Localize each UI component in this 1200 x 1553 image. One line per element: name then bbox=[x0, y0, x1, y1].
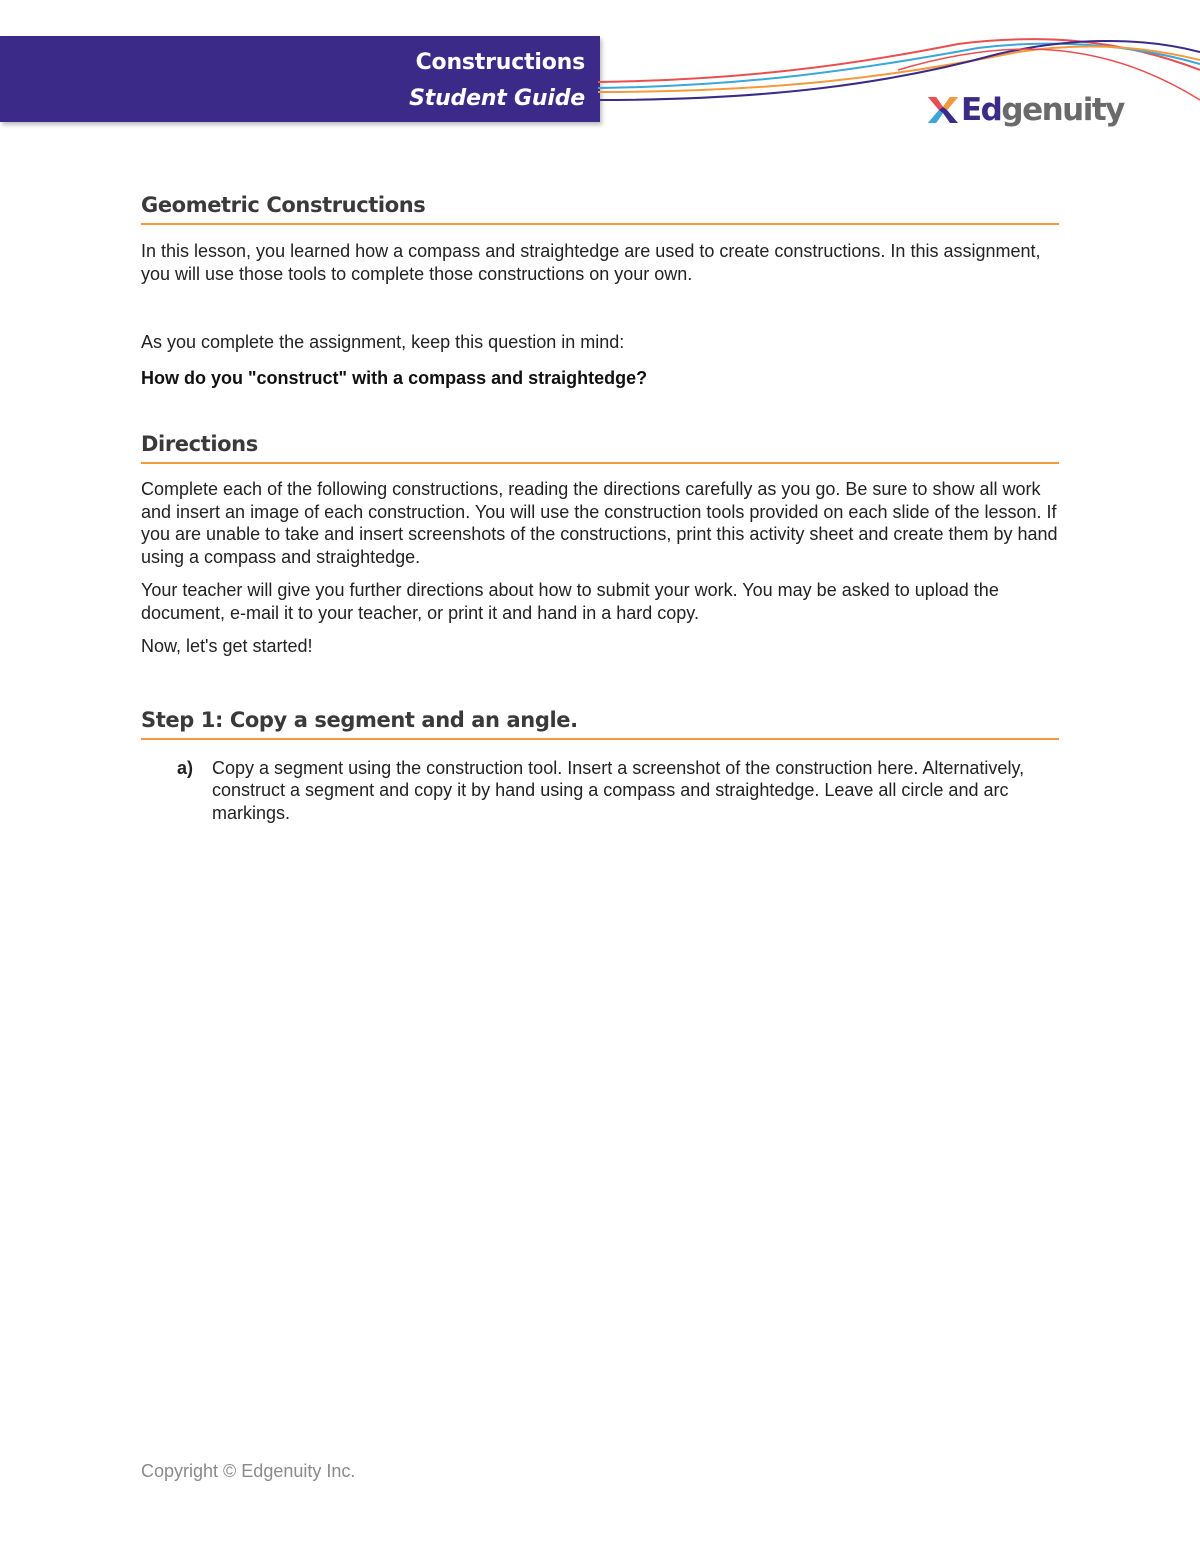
heading-step-1: Step 1: Copy a segment and an angle. bbox=[141, 705, 1059, 740]
directions-paragraph-2: Your teacher will give you further directions about how to submit your work. You may be asked to upload the document, e-mail it to your teacher, or print it and hand in a hard copy. bbox=[141, 580, 999, 623]
edgenuity-x-icon bbox=[926, 93, 960, 127]
item-a-text: Copy a segment using the construction tool. Insert a screenshot of the construction here. Alternatively, construct a segment and copy it by hand using a compass and straightedge. Leave all circle and arc markings. bbox=[212, 757, 1025, 823]
banner-subtitle: Student Guide bbox=[409, 86, 585, 111]
document-body bbox=[141, 190, 1059, 824]
list-item bbox=[141, 757, 1059, 825]
edgenuity-logo bbox=[926, 90, 1124, 130]
intro-paragraph: In this lesson, you learned how a compass and straightedge are used to create constructions. In this assignment, you will use those tools to complete those constructions on your own. bbox=[141, 241, 1041, 284]
banner-title: Constructions bbox=[415, 50, 585, 75]
heading-directions: Directions bbox=[141, 429, 1059, 464]
item-label: a) bbox=[177, 757, 194, 778]
header-banner bbox=[0, 36, 600, 122]
directions-paragraph-1: Complete each of the following constructions, reading the directions carefully as you go. Be sure to show all work and insert an image of each construction. You will use the construction tools provided on each slide of the lesson. If you are unable to take and insert screenshots of the constructions, print this activity sheet and create them by hand using a compass and straightedge. bbox=[141, 479, 1058, 567]
heading-geometric-constructions: Geometric Constructions bbox=[141, 190, 1059, 225]
copyright-footer: Copyright © Edgenuity Inc. bbox=[141, 1461, 356, 1481]
directions-paragraph-3: Now, let's get started! bbox=[141, 636, 313, 656]
keep-in-mind-paragraph: As you complete the assignment, keep this question in mind: bbox=[141, 332, 625, 352]
guiding-question: How do you "construct" with a compass and straightedge? bbox=[141, 367, 648, 388]
logo-wordmark: Edgenuity bbox=[961, 92, 1124, 128]
